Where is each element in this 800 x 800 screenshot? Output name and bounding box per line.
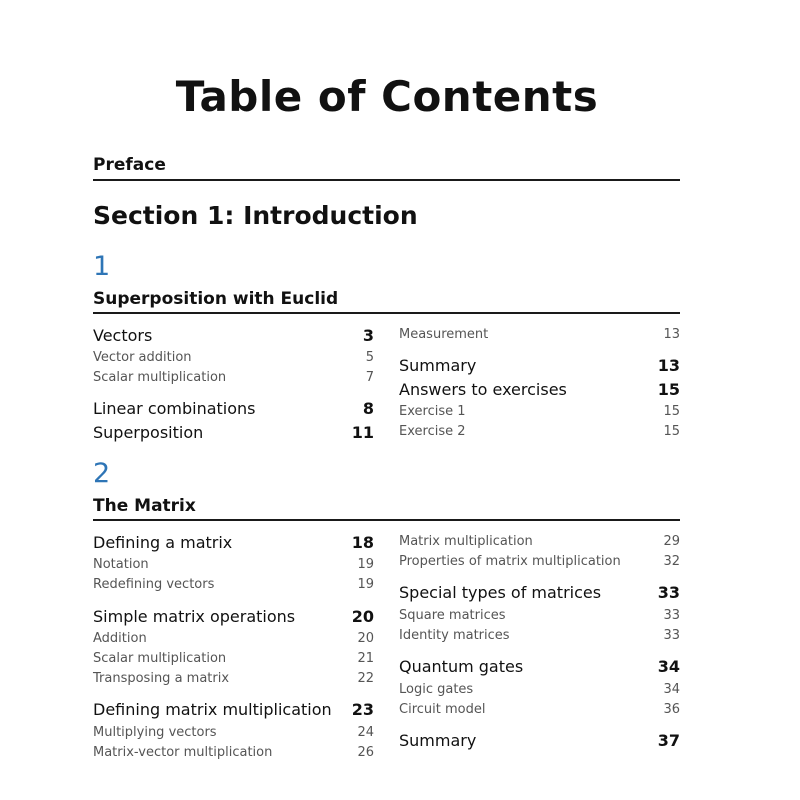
toc-entry-label: Defining a matrix	[93, 533, 233, 552]
toc-entry-page: 22	[357, 671, 374, 686]
toc-entry[interactable]	[93, 577, 374, 592]
toc-entry-page: 21	[357, 651, 374, 666]
toc-entry-page: 37	[657, 731, 680, 750]
toc-entry-page: 20	[351, 607, 374, 626]
chapter-rule	[93, 519, 680, 521]
toc-entry-page: 15	[663, 404, 680, 419]
toc-entry-page: 15	[663, 424, 680, 439]
toc-entry-label: Matrix multiplication	[399, 534, 533, 549]
toc-entry-page: 32	[663, 554, 680, 569]
toc-entry[interactable]	[399, 404, 680, 419]
preface-rule	[93, 179, 680, 181]
toc-entry-page: 18	[351, 533, 374, 552]
toc-entry-label: Exercise 1	[399, 404, 466, 419]
toc-entry[interactable]	[399, 356, 680, 375]
toc-entry-label: Identity matrices	[399, 628, 510, 643]
toc-entry-label: Superposition	[93, 423, 204, 442]
toc-entry-page: 36	[663, 702, 680, 717]
toc-entry-label: Summary	[399, 356, 477, 375]
toc-entry[interactable]	[399, 657, 680, 676]
toc-entry[interactable]	[399, 702, 680, 717]
toc-entry-label: Multiplying vectors	[93, 725, 217, 740]
toc-entry-label: Addition	[93, 631, 147, 646]
toc-entry-label: Simple matrix operations	[93, 607, 296, 626]
toc-entry-page: 26	[357, 745, 374, 760]
toc-entry-label: Matrix-vector multiplication	[93, 745, 273, 760]
toc-entry-page: 33	[663, 608, 680, 623]
toc-entry-label: Transposing a matrix	[93, 671, 230, 686]
toc-entry-label: Special types of matrices	[399, 583, 602, 602]
chapter-title[interactable]: Superposition with Euclid	[93, 289, 339, 309]
chapter-number: 2	[93, 458, 111, 489]
toc-entry-page: 20	[357, 631, 374, 646]
toc-entry[interactable]	[399, 327, 680, 342]
toc-entry[interactable]	[399, 731, 680, 750]
toc-entry[interactable]	[93, 533, 374, 552]
toc-entry-label: Vector addition	[93, 350, 192, 365]
toc-entry[interactable]	[399, 682, 680, 697]
toc-entry-label: Measurement	[399, 327, 489, 342]
chapter-number: 1	[93, 251, 111, 282]
toc-entry[interactable]	[93, 326, 374, 345]
toc-entry-page: 34	[657, 657, 680, 676]
toc-entry[interactable]	[93, 370, 374, 385]
toc-entry-page: 23	[351, 700, 374, 719]
toc-entry-label: Summary	[399, 731, 477, 750]
toc-entry-label: Exercise 2	[399, 424, 466, 439]
toc-entry-label: Scalar multiplication	[93, 370, 227, 385]
toc-entry-label: Vectors	[93, 326, 153, 345]
toc-entry[interactable]	[93, 700, 374, 719]
toc-entry[interactable]	[399, 534, 680, 549]
toc-entry-page: 3	[362, 326, 374, 345]
toc-entry-label: Quantum gates	[399, 657, 524, 676]
toc-entry-page: 15	[657, 380, 680, 399]
toc-entry[interactable]	[93, 631, 374, 646]
toc-entry-page: 19	[357, 577, 374, 592]
toc-entry[interactable]	[399, 628, 680, 643]
toc-entry[interactable]	[399, 380, 680, 399]
toc-entry[interactable]	[93, 399, 374, 418]
toc-entry-page: 11	[351, 423, 374, 442]
toc-entry[interactable]	[93, 557, 374, 572]
toc-entry-page: 24	[357, 725, 374, 740]
toc-entry[interactable]	[399, 424, 680, 439]
toc-entry-label: Scalar multiplication	[93, 651, 227, 666]
toc-entry[interactable]	[93, 745, 374, 760]
toc-entry[interactable]	[93, 651, 374, 666]
toc-entry-label: Redefining vectors	[93, 577, 215, 592]
toc-entry-page: 19	[357, 557, 374, 572]
toc-entry-page: 33	[657, 583, 680, 602]
toc-entry[interactable]	[399, 583, 680, 602]
toc-entry-label: Notation	[93, 557, 149, 572]
toc-entry-page: 13	[657, 356, 680, 375]
toc-entry-page: 29	[663, 534, 680, 549]
chapter-title[interactable]: The Matrix	[93, 496, 196, 516]
toc-entry-label: Defining matrix multiplication	[93, 700, 332, 719]
chapter-rule	[93, 312, 680, 314]
toc-entry-page: 7	[365, 370, 374, 385]
toc-entry[interactable]	[93, 350, 374, 365]
toc-entry-page: 5	[365, 350, 374, 365]
toc-entry[interactable]	[399, 554, 680, 569]
toc-entry-label: Logic gates	[399, 682, 474, 697]
toc-entry[interactable]	[93, 725, 374, 740]
toc-entry-page: 13	[663, 327, 680, 342]
toc-entry[interactable]	[93, 671, 374, 686]
toc-entry-label: Properties of matrix multiplication	[399, 554, 621, 569]
document-title: Table of Contents	[175, 72, 599, 121]
toc-entry-label: Circuit model	[399, 702, 486, 717]
toc-entry-page: 33	[663, 628, 680, 643]
toc-entry-label: Square matrices	[399, 608, 506, 623]
toc-entry-label: Linear combinations	[93, 399, 256, 418]
section-heading[interactable]: Section 1: Introduction	[93, 201, 418, 230]
preface-heading[interactable]: Preface	[93, 155, 166, 175]
toc-entry-label: Answers to exercises	[399, 380, 567, 399]
toc-entry[interactable]	[399, 608, 680, 623]
toc-entry[interactable]	[93, 607, 374, 626]
toc-entry[interactable]	[93, 423, 374, 442]
toc-entry-page: 34	[663, 682, 680, 697]
toc-entry-page: 8	[362, 399, 374, 418]
